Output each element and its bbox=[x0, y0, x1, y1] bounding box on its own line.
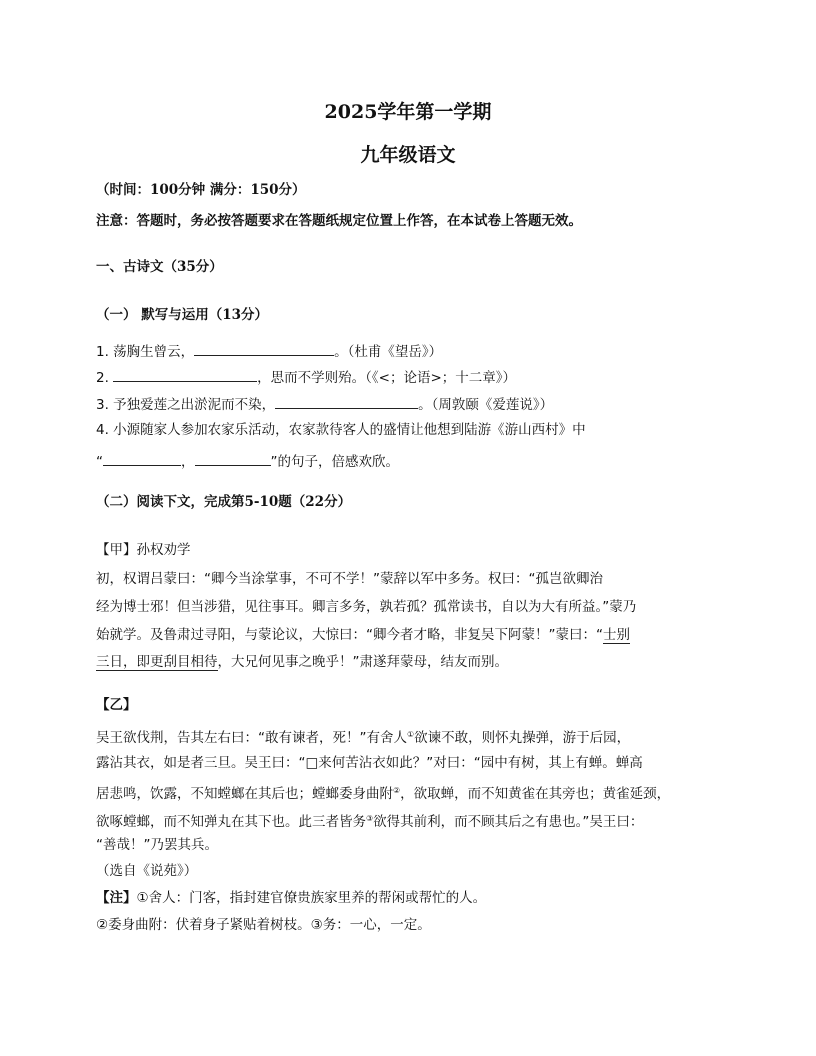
answer-blank[interactable] bbox=[113, 367, 257, 382]
question-1 bbox=[96, 341, 442, 361]
passage-yi-line3 bbox=[96, 782, 670, 803]
part2-heading: （二）阅读下文，完成第5-10题（22分） bbox=[96, 494, 352, 510]
q3-text: 3. 予独爱莲之出淤泥而不染， bbox=[96, 397, 276, 413]
exam-title: 2025学年第一学期 bbox=[324, 101, 492, 123]
section-heading: 一、古诗文（35分） bbox=[96, 259, 223, 275]
passage-jia-line1: 初，权谓吕蒙曰：“卿今当涂掌事，不可不学！”蒙辞以军中多务。权曰：“孤岂欲卿治 bbox=[96, 571, 603, 587]
notes-line1 bbox=[96, 889, 486, 907]
passage-text: ，大兄何见事之晚乎！”肃遂拜蒙母，结友而别。 bbox=[217, 654, 508, 670]
footnote-marker: ③ bbox=[366, 814, 374, 823]
answer-blank[interactable] bbox=[194, 341, 334, 356]
notice: 注意：答题时，务必按答题要求在答题纸规定位置上作答，在本试卷上答题无效。 bbox=[96, 213, 582, 229]
passage-yi-line2: 露沾其衣，如是者三旦。吴王曰：“□来何苦沾衣如此？”对曰：“园中有树，其上有蝉。蝉高 bbox=[96, 755, 643, 771]
q2-text: ，思而不学则殆。（《<；论语>；十二章》） bbox=[257, 370, 517, 386]
passage-yi-title: 【乙】 bbox=[96, 697, 137, 713]
passage-text: 欲啄螳螂，而不知弹丸在其下也。此三者皆务 bbox=[96, 814, 366, 830]
exam-subject: 九年级语文 bbox=[360, 144, 456, 166]
passage-source: （选自《说苑》） bbox=[96, 863, 198, 879]
passage-yi-line4 bbox=[96, 810, 643, 831]
passage-yi-line5: “善哉！”乃罢其兵。 bbox=[96, 837, 218, 853]
q4-open-quote: “ bbox=[96, 454, 103, 470]
q3-source: 。（周敦颐《爱莲说》） bbox=[418, 397, 554, 413]
passage-jia-line2: 经为博士邪！但当涉猎，见往事耳。卿言多务，孰若孤？孤常读书，自以为大有所益。”蒙乃 bbox=[96, 599, 637, 615]
question-4-line1: 4. 小源随家人参加农家乐活动，农家款待客人的盛情让他想到陆游《游山西村》中 bbox=[96, 422, 586, 438]
answer-blank[interactable] bbox=[103, 451, 181, 466]
passage-jia-line4 bbox=[96, 653, 508, 671]
question-3 bbox=[96, 394, 553, 414]
part1-heading: （一） 默写与运用（13分） bbox=[96, 307, 268, 323]
passage-yi-line1 bbox=[96, 726, 630, 747]
passage-text: 欲得其前利，而不顾其后之有患也。”吴王曰： bbox=[373, 814, 644, 830]
passage-jia-line3 bbox=[96, 626, 630, 644]
underlined-sentence: 士别 bbox=[602, 627, 630, 643]
passage-text: 始就学。及鲁肃过寻阳，与蒙论议，大惊曰：“卿今者才略，非复吴下阿蒙！”蒙曰：“ bbox=[96, 627, 603, 643]
passage-text: 欲谏不敢，则怀丸操弹，游于后园， bbox=[414, 730, 631, 746]
footnote-marker: ① bbox=[407, 730, 415, 739]
q1-source: 。（杜甫《望岳》） bbox=[334, 344, 443, 360]
footnote-marker: ② bbox=[393, 786, 401, 795]
passage-jia-title: 【甲】孙权劝学 bbox=[96, 542, 191, 558]
underlined-sentence: 三日，即更刮目相待 bbox=[96, 654, 218, 670]
q4-comma: ， bbox=[181, 454, 195, 470]
answer-blank[interactable] bbox=[275, 394, 418, 409]
q2-number: 2. bbox=[96, 370, 114, 386]
notes-line2: ②委身曲附：伏着身子紧贴着树枝。③务：一心，一定。 bbox=[96, 917, 431, 933]
q4-text: ”的句子，倍感欢欣。 bbox=[270, 454, 399, 470]
q1-text: 1. 荡胸生曾云， bbox=[96, 344, 195, 360]
question-2 bbox=[96, 367, 516, 387]
passage-text: 居悲鸣，饮露，不知螳螂在其后也；螳螂委身曲附 bbox=[96, 786, 393, 802]
passage-text: ，欲取蝉，而不知黄雀在其旁也；黄雀延颈， bbox=[400, 786, 671, 802]
answer-blank[interactable] bbox=[195, 451, 271, 466]
passage-text: 吴王欲伐荆，告其左右曰：“敢有谏者，死！”有舍人 bbox=[96, 730, 407, 746]
time-info: （时间：100分钟 满分：150分） bbox=[96, 182, 306, 198]
note-text: ①舍人：门客，指封建官僚贵族家里养的帮闲或帮忙的人。 bbox=[136, 890, 487, 906]
question-4-line2 bbox=[96, 451, 399, 471]
notes-label: 【注】 bbox=[96, 890, 137, 906]
